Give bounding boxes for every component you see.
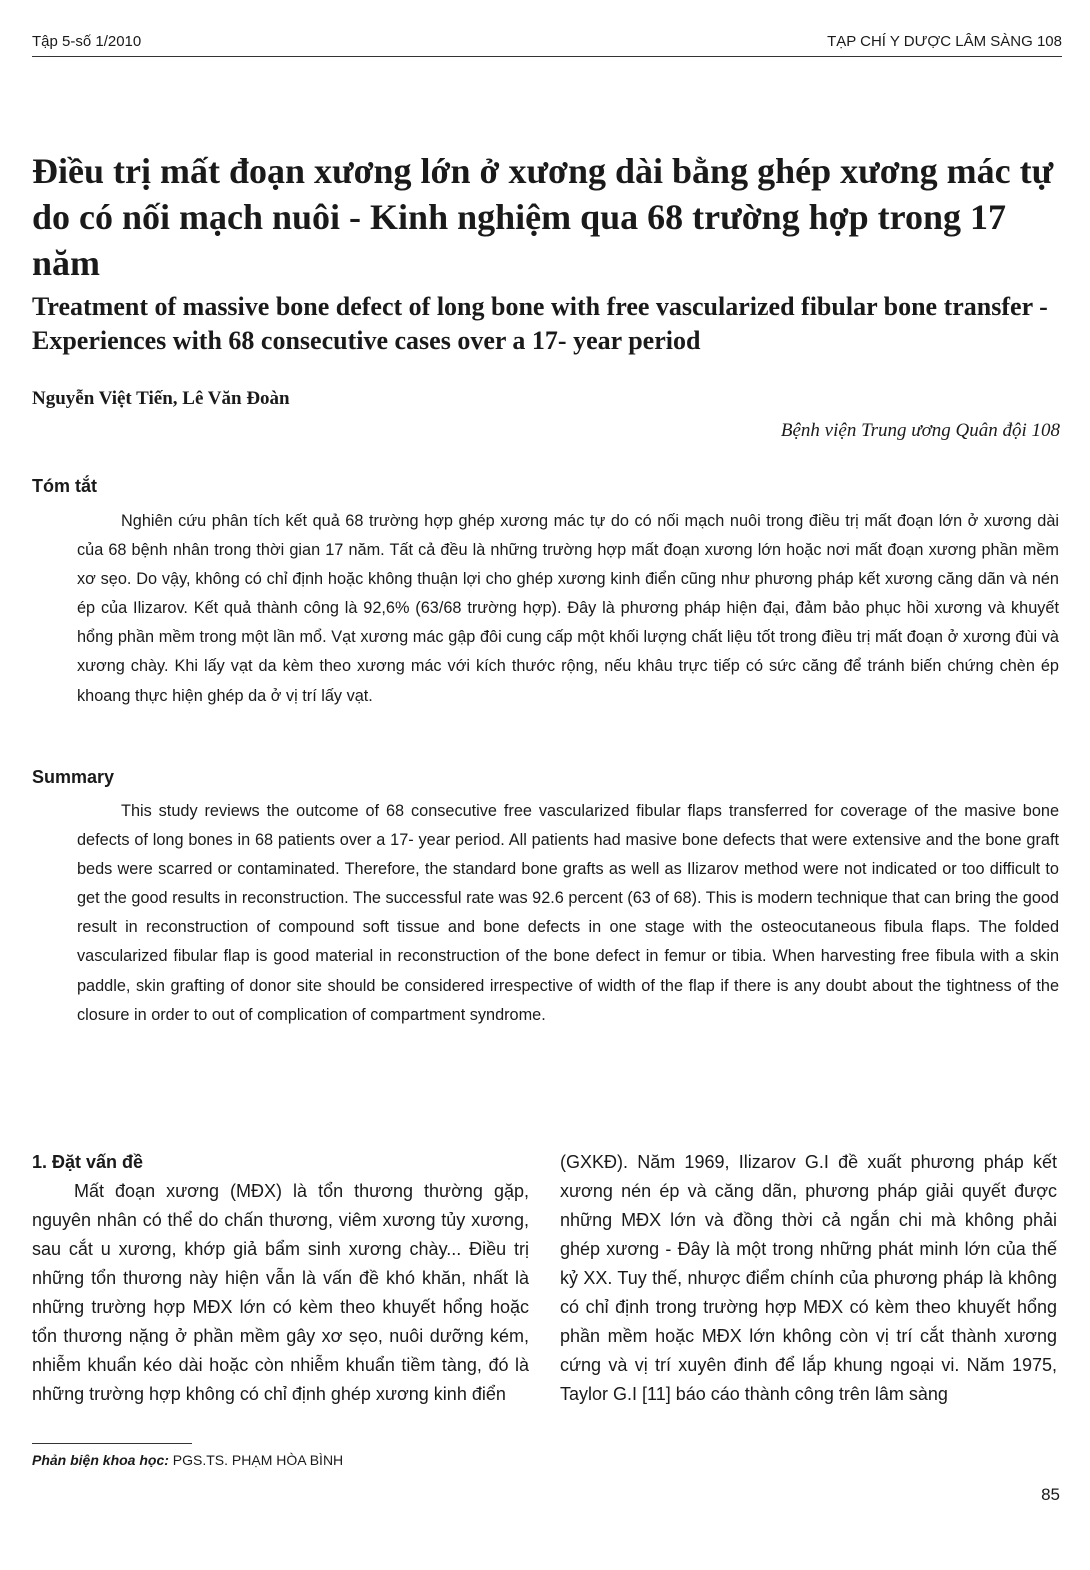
journal-name: TẠP CHÍ Y DƯỢC LÂM SÀNG 108 <box>827 33 1062 50</box>
authors: Nguyễn Việt Tiến, Lê Văn Đoàn <box>32 388 290 409</box>
header-rule <box>32 56 1062 57</box>
section-heading: 1. Đặt vấn đề <box>32 1152 144 1172</box>
footnote-label: Phản biện khoa học: <box>32 1452 169 1468</box>
footnote <box>32 1452 343 1468</box>
abstract-en-heading: Summary <box>32 767 115 787</box>
abstract-vi-text: Nghiên cứu phân tích kết quả 68 trường hợp ghép xương mác tự do có nối mạch nuôi trong điều trị mất đoạn lớn ở xương dài của 68 bệnh nhân trong thời gian 17 năm. Tất cả đều là những trường hợp mất đoạn xương lớn hoặc nơi mất đoạn xương phần mềm xơ sẹo. Do vậy, không có chỉ định hoặc không thuận lợi cho ghép xương kinh điển cũng như phương pháp kết xương căng dãn và nén ép của Ilizarov. Kết quả thành công là 92,6% (63/68 trường hợp). Đây là phương pháp hiện đại, đảm bảo phục hồi xương và khuyết hổng phần mềm trong một lần mổ. Vạt xương mác gập đôi cung cấp một khối lượng chất liệu tốt trong điều trị mất đoạn ở xương đùi và xương chày. Khi lấy vạt da kèm theo xương mác với kích thước rộng, nếu khâu trực tiếp có sức căng để tránh biến chứng chèn ép khoang thực hiện ghép da ở vị trí lấy vạt. <box>77 512 1059 705</box>
affiliation: Bệnh viện Trung ương Quân đội 108 <box>780 420 1060 441</box>
running-head <box>32 33 1062 57</box>
abstract-en-text: This study reviews the outcome of 68 consecutive free vascularized fibular flaps transferred for coverage of the masive bone defects of long bones in 68 patients over a 17- year period. All patients had masive bone defects that were extensive and the bone graft beds were scarred or contaminated. Therefore, the standard bone grafts as well as Ilizarov method were not indicated or too difficult to get the good results in reconstruction. The successful rate was 92.6 percent (63 of 68). This is modern technique that can bring the good result in reconstruction of compound soft tissue and bone defects in one stage with the osteocutaneous fibula flaps. The folded vascularized fibular flap is good material in reconstruction of the bone defect in femur or tibia. When harvesting free fibula with a skin paddle, skin grafting of donor site should be considered irrespective of width of the flap if there is any doubt about the tightness of the closure in order to out of complication of compartment syndrome. <box>77 802 1059 1024</box>
footnote-rule <box>32 1443 192 1444</box>
abstract-vi-heading: Tóm tắt <box>32 476 97 496</box>
article-title-vietnamese: Điều trị mất đoạn xương lớn ở xương dài bằng ghép xương mác tự do có nối mạch nuôi - Kinh nghiệm qua 68 trường hợp trong 17 năm <box>32 151 1054 283</box>
article-title-english: Treatment of massive bone defect of long bone with free vascularized fibular bone transfer - Experiences with 68 consecutive cases over a 17- year period <box>32 292 1048 355</box>
section-paragraph-right: (GXKĐ). Năm 1969, Ilizarov G.I đề xuất phương pháp kết xương nén ép và căng dãn, phương pháp giải quyết được những MĐX lớn và đồng thời cả ngắn chi mà không phải ghép xương - Đây là một trong những phát minh lớn của thế kỷ XX. Tuy thế, nhược điểm chính của phương pháp là không có chỉ định trong trường hợp MĐX có kèm theo khuyết hổng phần mềm hoặc MĐX lớn không còn vị trí cắt thành xương cứng và vị trí xuyên đinh để lắp khung ngoại vi. Năm 1975, Taylor G.I [11] báo cáo thành công trên lâm sàng <box>560 1152 1057 1404</box>
section-paragraph-left: Mất đoạn xương (MĐX) là tổn thương thường gặp, nguyên nhân có thể do chấn thương, viêm xương tủy xương, sau cắt u xương, khớp giả bẩm sinh xương chày... Điều trị những tổn thương này hiện vẫn là vấn đề khó khăn, nhất là những trường hợp MĐX lớn có kèm theo khuyết hổng hoặc tổn thương nặng ở phần mềm gây xơ sẹo, nuôi dưỡng kém, nhiễm khuẩn kéo dài hoặc còn nhiễm khuẩn tiềm tàng, đó là những trường hợp không có chỉ định ghép xương kinh điển <box>32 1181 529 1404</box>
issue-label: Tập 5-số 1/2010 <box>32 33 142 50</box>
body-column-left <box>32 1148 529 1409</box>
footnote-reviewer: PGS.TS. PHẠM HÒA BÌNH <box>172 1452 344 1468</box>
page-number: 85 <box>1041 1485 1060 1504</box>
body-column-right <box>560 1148 1057 1409</box>
